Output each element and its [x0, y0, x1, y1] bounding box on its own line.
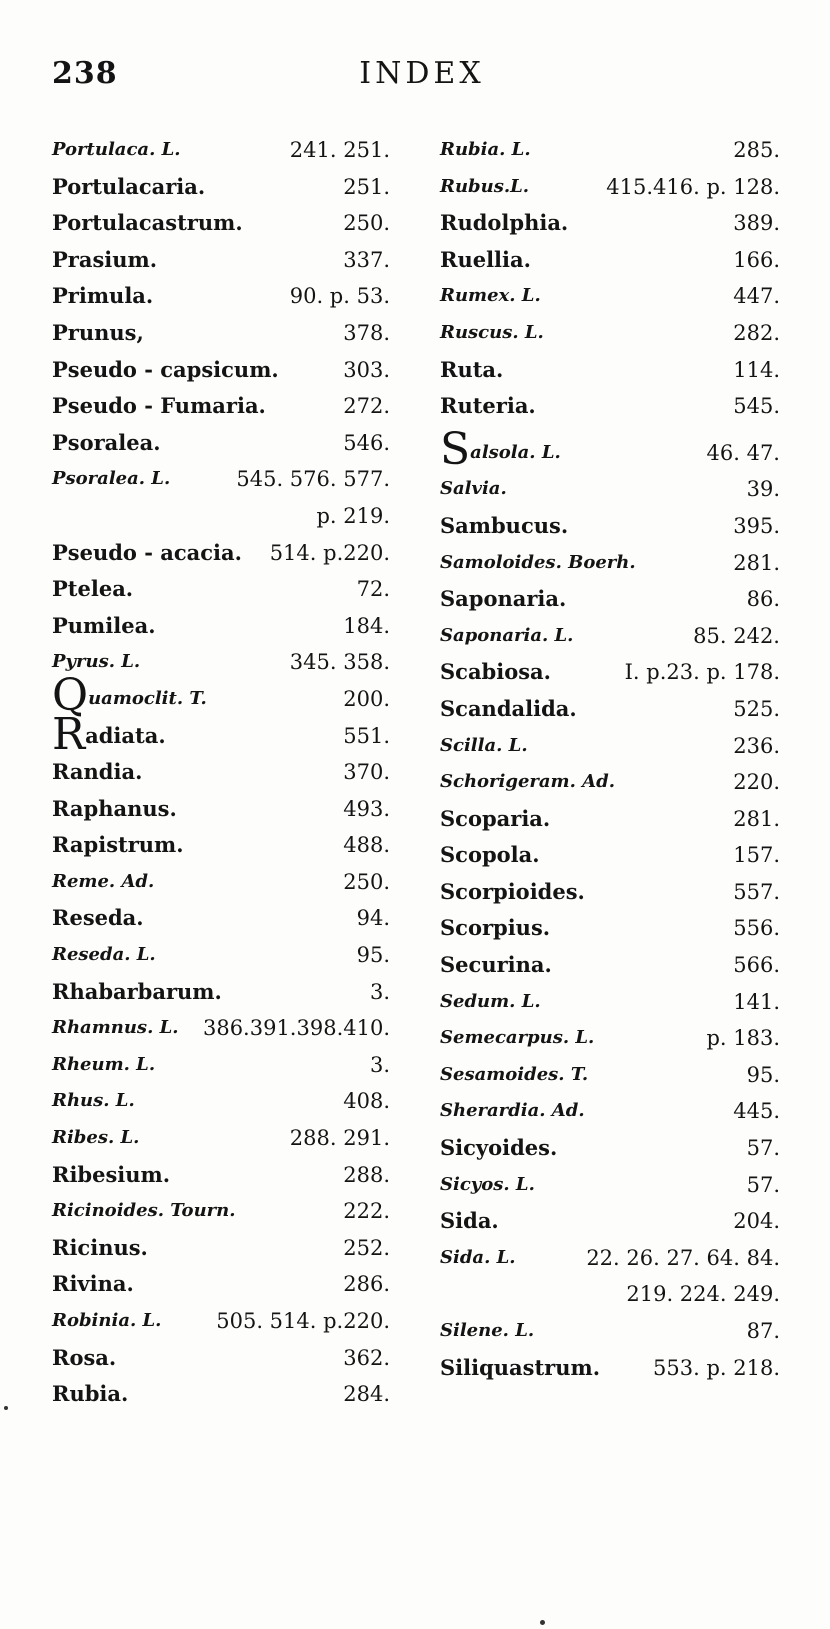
- entry-page-refs: 57.: [746, 1172, 780, 1197]
- entry-name: [52, 1157, 170, 1193]
- index-entry: [440, 315, 780, 352]
- entry-name-text: Samoloides. Boerh.: [440, 551, 636, 573]
- page-number: 238: [52, 56, 118, 91]
- entry-name-text: Rumex. L.: [440, 285, 541, 307]
- index-entry: [440, 388, 780, 425]
- entry-name-text: Ribesium.: [52, 1161, 171, 1187]
- entry-name-text: Ruta.: [440, 356, 504, 382]
- entry-name: [440, 1240, 516, 1276]
- entry-page-refs: 22. 26. 27. 64. 84.: [586, 1245, 780, 1270]
- entry-name-text: Silene. L.: [440, 1320, 535, 1341]
- entry-name: [440, 1167, 535, 1203]
- index-entry: [440, 728, 780, 765]
- index-entry: [52, 1230, 390, 1267]
- entry-name: [440, 837, 540, 873]
- section-gap: [440, 425, 780, 435]
- entry-page-refs: 241. 251.: [289, 138, 390, 162]
- entry-name-text: Siliquastrum.: [440, 1354, 601, 1380]
- entry-name-text: Sida.: [440, 1208, 499, 1234]
- entry-name-text: Saponaria.: [440, 586, 567, 612]
- entry-name-text: Robinia. L.: [52, 1310, 162, 1331]
- entry-name-text: Prunus,: [52, 319, 144, 345]
- index-entry: [440, 874, 780, 911]
- entry-name-text: Portulacaria.: [52, 173, 206, 199]
- entry-page-refs: 85. 242.: [693, 623, 780, 648]
- entry-name-text: alsola. L.: [470, 441, 561, 463]
- entry-page-refs: 282.: [733, 320, 780, 345]
- page-title: INDEX: [359, 56, 485, 91]
- entry-name: [440, 545, 636, 581]
- entry-page-refs: 95.: [746, 1062, 780, 1087]
- entry-name-text: Scorpius.: [440, 915, 551, 941]
- entry-name: [52, 864, 154, 900]
- index-entry: [440, 471, 780, 508]
- entry-name: [52, 1303, 161, 1339]
- index-entry: [52, 425, 390, 462]
- entry-name: [440, 1057, 588, 1093]
- entry-name: [440, 315, 544, 351]
- entry-name-text: Ribes. L.: [52, 1127, 140, 1149]
- entry-name: [52, 608, 156, 644]
- entry-page-refs: 220.: [733, 770, 780, 795]
- entry-page-refs: 204.: [733, 1209, 780, 1234]
- index-entry: [440, 508, 780, 545]
- entry-name-text: Rivina.: [52, 1271, 134, 1297]
- entry-page-refs: 395.: [733, 513, 780, 538]
- entry-name-text: Rhus. L.: [52, 1090, 135, 1112]
- entry-name: [440, 1020, 594, 1056]
- entry-page-refs: 252.: [343, 1235, 390, 1260]
- entry-name: [52, 1120, 139, 1156]
- entry-name: [440, 471, 507, 507]
- entry-page-refs: 219. 224. 249.: [626, 1282, 780, 1307]
- index-entry: [52, 1340, 390, 1377]
- entry-name-text: Rhabarbarum.: [52, 978, 222, 1004]
- entry-page-refs: 378.: [343, 320, 390, 345]
- entry-page-refs: 184.: [343, 613, 390, 638]
- index-entry: [440, 1167, 780, 1204]
- entry-name-text: Scilla. L.: [440, 734, 528, 756]
- index-entry: [440, 278, 780, 315]
- entry-name: [440, 1313, 534, 1349]
- entry-name-text: Ricinus.: [52, 1234, 148, 1260]
- entry-page-refs: 553. p. 218.: [653, 1355, 780, 1380]
- entry-page-refs: 545. 576. 577.: [236, 467, 390, 492]
- entry-name-text: Raphanus.: [52, 795, 177, 821]
- right-column: [440, 132, 780, 1386]
- entry-name: [440, 1130, 557, 1166]
- index-entry: [52, 827, 390, 864]
- entry-page-refs: 3.: [369, 1052, 390, 1077]
- index-entry: [440, 1276, 780, 1313]
- entry-name-text: Schorigeram. Ad.: [440, 771, 615, 793]
- entry-page-refs: 166.: [733, 247, 780, 272]
- entry-name: [440, 132, 531, 168]
- entry-name: [52, 571, 133, 607]
- index-entry: [52, 791, 390, 828]
- entry-name-text: Pumilea.: [52, 612, 156, 638]
- index-entry: [440, 618, 780, 655]
- entry-page-refs: 157.: [733, 843, 780, 868]
- entry-name-text: Sida. L.: [440, 1246, 516, 1268]
- entry-name-text: Reseda.: [52, 905, 144, 931]
- index-entry: [52, 708, 390, 760]
- index-entry: [440, 801, 780, 838]
- entry-name-text: Scoparia.: [440, 805, 551, 831]
- entry-page-refs: 557.: [733, 879, 780, 904]
- paper-speck: [540, 1620, 545, 1625]
- entry-name: [440, 352, 503, 388]
- entry-name: [52, 937, 156, 973]
- entry-name: [440, 169, 529, 205]
- index-entry: [440, 169, 780, 206]
- entry-name-text: Rapistrum.: [52, 832, 184, 858]
- index-entry: [52, 278, 390, 315]
- index-entry: [52, 1083, 390, 1120]
- entry-name-text: Saponaria. L.: [440, 624, 574, 646]
- entry-name-text: Rhamnus. L.: [52, 1017, 179, 1039]
- entry-name: [52, 1193, 236, 1229]
- entry-page-refs: 222.: [343, 1199, 390, 1224]
- entry-name: [52, 1010, 179, 1046]
- entry-name-text: Securina.: [440, 952, 552, 978]
- entry-page-refs: 551.: [343, 723, 390, 748]
- entry-page-refs: 90. p. 53.: [289, 284, 390, 309]
- entry-name: [52, 352, 279, 388]
- entry-page-refs: 94.: [356, 906, 390, 931]
- entry-name: [440, 654, 551, 690]
- section-initial: S: [440, 423, 471, 475]
- entry-page-refs: 95.: [356, 943, 390, 968]
- entry-name: [52, 708, 166, 760]
- index-entry: [440, 1020, 780, 1057]
- entry-name-text: Pyrus. L.: [52, 651, 141, 673]
- entry-name-text: Sesamoides. T.: [440, 1063, 589, 1085]
- index-entry: [52, 754, 390, 791]
- entry-name-text: Scopola.: [440, 842, 540, 868]
- entry-name-text: uamoclit. T.: [88, 687, 207, 709]
- index-entry: [52, 242, 390, 279]
- entry-name-text: Sherardia. Ad.: [440, 1100, 585, 1122]
- entry-name: [52, 791, 177, 827]
- entry-name: [52, 974, 222, 1010]
- entry-page-refs: 566.: [733, 953, 780, 978]
- entry-page-refs: 389.: [733, 211, 780, 236]
- entry-name: [440, 984, 541, 1020]
- index-entry: [440, 1057, 780, 1094]
- entry-name-text: Rudolphia.: [440, 210, 569, 236]
- entry-name: [440, 874, 585, 910]
- entry-name: [440, 1093, 585, 1129]
- entry-page-refs: 286.: [343, 1272, 390, 1297]
- entry-name: [440, 205, 568, 241]
- index-entry: [52, 132, 390, 169]
- entry-page-refs: 86.: [746, 587, 780, 612]
- entry-name-text: Psoralea.: [52, 429, 161, 455]
- entry-name: [52, 535, 242, 571]
- entry-name-text: Randia.: [52, 759, 143, 785]
- index-entry: [440, 947, 780, 984]
- entry-name-text: Rheum. L.: [52, 1053, 156, 1075]
- entry-page-refs: 445.: [733, 1099, 780, 1124]
- entry-name: [440, 242, 531, 278]
- entry-page-refs: 345. 358.: [289, 650, 390, 675]
- entry-page-refs: 141.: [733, 989, 780, 1014]
- entry-page-refs: p. 183.: [706, 1026, 780, 1051]
- index-entry: [52, 1303, 390, 1340]
- index-entry: [440, 1350, 780, 1387]
- entry-name: [52, 1266, 134, 1302]
- index-entry: [52, 608, 390, 645]
- entry-name-text: Prasium.: [52, 246, 158, 272]
- entry-name-text: Rubus.L.: [440, 175, 530, 197]
- index-entry: [440, 423, 780, 475]
- entry-name: [440, 1203, 499, 1239]
- index-entry: [52, 1010, 390, 1047]
- entry-page-refs: 546.: [343, 430, 390, 455]
- entry-page-refs: 200.: [343, 686, 390, 711]
- entry-name: [440, 388, 536, 424]
- entry-page-refs: 447.: [733, 284, 780, 309]
- index-entry: [52, 669, 390, 721]
- entry-name-text: Sicyoides.: [440, 1135, 558, 1161]
- index-entry: [52, 1047, 390, 1084]
- entry-page-refs: 46. 47.: [706, 440, 780, 465]
- index-entry: [440, 352, 780, 389]
- index-entry: [52, 1266, 390, 1303]
- entry-name: [52, 1230, 148, 1266]
- entry-name-text: Ruscus. L.: [440, 321, 544, 343]
- index-entry: [52, 169, 390, 206]
- entry-name-text: Portulaca. L.: [52, 139, 181, 160]
- index-entry: [440, 205, 780, 242]
- index-entry: [52, 1157, 390, 1194]
- index-entry: [440, 910, 780, 947]
- entry-name: [52, 1376, 128, 1412]
- entry-name-text: Rubia.: [52, 1381, 129, 1407]
- entry-name: [440, 1350, 600, 1386]
- entry-page-refs: 514. p.220.: [269, 540, 390, 565]
- entry-name: [440, 581, 566, 617]
- index-entry: [440, 242, 780, 279]
- entry-page-refs: 337.: [343, 247, 390, 272]
- index-entry: [440, 1313, 780, 1350]
- entry-name-text: Salvia.: [440, 478, 507, 500]
- index-entry: [52, 974, 390, 1011]
- entry-page-refs: 303.: [343, 357, 390, 382]
- entry-name-text: Pseudo - acacia.: [52, 539, 242, 565]
- entry-name: [52, 388, 266, 424]
- index-entry: [440, 837, 780, 874]
- entry-page-refs: 236.: [733, 733, 780, 758]
- index-entry: [440, 764, 780, 801]
- entry-name-text: Rosa.: [52, 1344, 117, 1370]
- entry-name-text: Psoralea. L.: [52, 468, 171, 490]
- entry-name: [52, 1047, 155, 1083]
- entry-name-text: Scorpioides.: [440, 878, 585, 904]
- entry-name: [440, 947, 552, 983]
- index-entry: [440, 581, 780, 618]
- entry-name-text: Reseda. L.: [52, 944, 156, 966]
- entry-page-refs: 362.: [343, 1345, 390, 1370]
- index-entry: [440, 654, 780, 691]
- index-entry: [52, 498, 390, 535]
- entry-page-refs: 72.: [356, 577, 390, 602]
- index-entry: [440, 132, 780, 169]
- index-entry: [440, 545, 780, 582]
- entry-name-text: Pseudo - Fumaria.: [52, 393, 266, 419]
- entry-name-text: adiata.: [85, 722, 166, 748]
- index-entry: [52, 1193, 390, 1230]
- index-entry: [440, 1130, 780, 1167]
- entry-name: [52, 169, 205, 205]
- entry-name: [52, 315, 144, 351]
- index-entry: [52, 388, 390, 425]
- entry-name: [52, 754, 142, 790]
- entry-name-text: Scandalida.: [440, 695, 577, 721]
- entry-name: [52, 1083, 135, 1119]
- entry-name-text: Primula.: [52, 283, 154, 309]
- entry-name: [52, 242, 157, 278]
- index-entry: [52, 1376, 390, 1413]
- entry-page-refs: p. 219.: [316, 503, 390, 528]
- entry-name: [440, 618, 573, 654]
- paper-speck: [4, 1406, 8, 1410]
- entry-name: [440, 278, 541, 314]
- entry-name: [52, 900, 144, 936]
- entry-page-refs: 505. 514. p.220.: [216, 1309, 390, 1333]
- index-entry: [440, 1093, 780, 1130]
- entry-name: [440, 764, 615, 800]
- index-entry: [440, 984, 780, 1021]
- section-initial: Q: [52, 669, 89, 721]
- index-entry: [440, 1203, 780, 1240]
- index-entry: [52, 461, 390, 498]
- entry-page-refs: 281.: [733, 550, 780, 575]
- entry-name: [52, 461, 170, 497]
- entry-page-refs: 386.391.398.410.: [202, 1016, 390, 1041]
- section-initial: R: [52, 708, 86, 760]
- index-entry: [440, 691, 780, 728]
- entry-page-refs: 39.: [746, 477, 780, 502]
- index-entry: [52, 571, 390, 608]
- entry-name-text: Pseudo - capsicum.: [52, 356, 279, 382]
- entry-name: [52, 425, 161, 461]
- entry-page-refs: 370.: [343, 760, 390, 785]
- entry-name: [52, 278, 153, 314]
- entry-page-refs: 493.: [343, 796, 390, 821]
- entry-name-text: Sicyos. L.: [440, 1173, 535, 1195]
- entry-page-refs: 525.: [733, 696, 780, 721]
- entry-name: [52, 827, 184, 863]
- entry-name-text: Portulacastrum.: [52, 210, 243, 236]
- index-entry: [52, 644, 390, 681]
- entry-name: [440, 910, 550, 946]
- entry-page-refs: 3.: [369, 979, 390, 1004]
- page-header: [52, 56, 792, 106]
- entry-name-text: Sambucus.: [440, 512, 569, 538]
- entry-page-refs: 251.: [343, 174, 390, 199]
- entry-page-refs: 408.: [343, 1089, 390, 1114]
- entry-page-refs: 288.: [343, 1162, 390, 1187]
- entry-page-refs: I. p.23. p. 178.: [624, 660, 780, 685]
- entry-page-refs: 87.: [746, 1319, 780, 1343]
- entry-name-text: Ruellia.: [440, 246, 531, 272]
- entry-name: [52, 132, 181, 168]
- entry-page-refs: 281.: [733, 806, 780, 831]
- entry-page-refs: 556.: [733, 916, 780, 941]
- entry-name-text: Ricinoides. Tourn.: [52, 1200, 236, 1222]
- entry-name: [440, 801, 550, 837]
- entry-name: [52, 1340, 116, 1376]
- entry-page-refs: 57.: [746, 1136, 780, 1161]
- index-entry: [52, 352, 390, 389]
- entry-name-text: Scabiosa.: [440, 659, 551, 685]
- index-entry: [440, 1240, 780, 1277]
- entry-page-refs: 288. 291.: [289, 1126, 390, 1151]
- index-entry: [52, 864, 390, 901]
- entry-page-refs: 488.: [343, 833, 390, 858]
- entry-page-refs: 272.: [343, 394, 390, 419]
- entry-name-text: Ruteria.: [440, 393, 536, 419]
- entry-name: [440, 508, 568, 544]
- index-entry: [52, 900, 390, 937]
- entry-name-text: Sedum. L.: [440, 990, 541, 1012]
- entry-page-refs: 284.: [343, 1382, 390, 1407]
- index-entry: [52, 1120, 390, 1157]
- entry-name: [52, 205, 243, 241]
- entry-name-text: Rubia. L.: [440, 139, 531, 160]
- index-entry: [52, 205, 390, 242]
- left-column: [52, 132, 390, 1413]
- entry-name-text: Reme. Ad.: [52, 870, 155, 892]
- entry-page-refs: 114.: [733, 357, 780, 382]
- index-entry: [52, 315, 390, 352]
- entry-page-refs: 545.: [733, 394, 780, 419]
- entry-name-text: Semecarpus. L.: [440, 1027, 595, 1049]
- entry-page-refs: 250.: [343, 211, 390, 236]
- entry-page-refs: 285.: [733, 138, 780, 162]
- entry-name: [440, 728, 528, 764]
- index-entry: [52, 937, 390, 974]
- index-entry: [52, 535, 390, 572]
- entry-name-text: Ptelea.: [52, 576, 134, 602]
- entry-page-refs: 250.: [343, 869, 390, 894]
- entry-name: [440, 691, 577, 727]
- entry-name: [440, 423, 561, 475]
- entry-page-refs: 415.416. p. 128.: [606, 174, 780, 199]
